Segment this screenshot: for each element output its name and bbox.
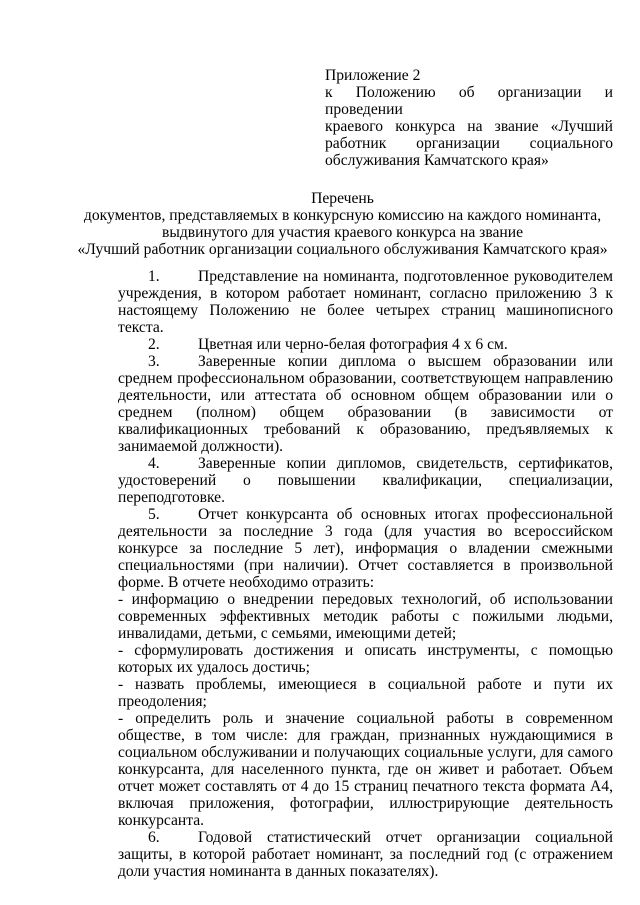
document-list xyxy=(118,268,613,880)
bullet-item: - назвать проблемы, имеющиеся в социальной работе и пути их преодоления; xyxy=(118,676,613,710)
list-item xyxy=(118,353,613,455)
item-text: Заверенные копии дипломов, свидетельств, сертификатов, удостоверений о повышении квалификации, специализации, переподготовке. xyxy=(118,455,613,506)
list-item xyxy=(118,829,613,880)
list-item xyxy=(118,268,613,336)
item-text: Отчет конкурсанта об основных итогах профессиональной деятельности за последние 3 года (для участия во всероссийском конкурсе за последние 5 лет), информация о владении смежными специальностями (при наличии). Отчет составляется в произвольной форме. В отчете необходимо отразить: xyxy=(118,506,613,591)
appendix-line: обслуживания Камчатского края» xyxy=(325,152,549,169)
appendix-line: краевого конкурса на звание «Лучший xyxy=(325,118,613,135)
item-text: Годовой статистический отчет организации социальной защиты, в которой работает номинант, за последний год (с отражением доли участия номинанта в данных показателях). xyxy=(118,829,613,880)
bullet-item: - сформулировать достижения и описать инструменты, с помощью которых их удалось достичь; xyxy=(118,642,613,676)
title-line: документов, представляемых в конкурсную комиссию на каждого номинанта, xyxy=(83,207,602,224)
item-text: Цветная или черно-белая фотография 4 х 6 см. xyxy=(198,336,508,353)
title-line: «Лучший работник организации социального обслуживания Камчатского края» xyxy=(77,241,608,258)
appendix-number: Приложение 2 xyxy=(325,67,421,84)
item-number: 2. xyxy=(148,336,160,353)
bullet-item: - информацию о внедрении передовых технологий, об использовании современных эффективных методик работы с пожилыми людьми, инвалидами, детьми, с семьями, имеющими детей; xyxy=(118,591,613,642)
list-item xyxy=(118,336,613,353)
item-number: 3. xyxy=(148,353,160,370)
title-heading: Перечень xyxy=(311,190,374,207)
bullet-item: - определить роль и значение социальной работы в современном обществе, в том числе: для граждан, признанных нуждающимися в социальном обслуживании и получающих социальные услуги, для самого конкурсанта, для населенного пункта, где он живет и работает. Объем отчет может составлять от 4 до 15 страниц печатного текста формата А4, включая приложения, фотографии, иллюстрирующие деятельность конкурсанта. xyxy=(118,710,613,829)
item-text: Представление на номинанта, подготовленное руководителем учреждения, в котором работает номинант, согласно приложению 3 к настоящему Положению не более четырех страниц машинописного текста. xyxy=(118,268,613,336)
title-line: выдвинутого для участия краевого конкурса на звание xyxy=(161,224,524,241)
item-text: Заверенные копии диплома о высшем образовании или среднем профессиональном образовании, соответствующем направлению деятельности, или аттестата об основном общем образовании или о среднем (полном) общем образовании (в зависимости от квалификационных требований к образованию, предъявляемых к занимаемой должности). xyxy=(118,353,613,455)
document-title xyxy=(70,190,615,258)
appendix-header xyxy=(325,67,613,169)
list-item xyxy=(118,455,613,506)
appendix-line: к Положению об организации и проведении xyxy=(325,84,613,118)
item-number: 6. xyxy=(148,829,160,846)
list-item xyxy=(118,506,613,591)
appendix-line: работник организации социального xyxy=(325,135,613,152)
item-number: 5. xyxy=(148,506,160,523)
item-number: 1. xyxy=(148,268,160,285)
item-number: 4. xyxy=(148,455,160,472)
